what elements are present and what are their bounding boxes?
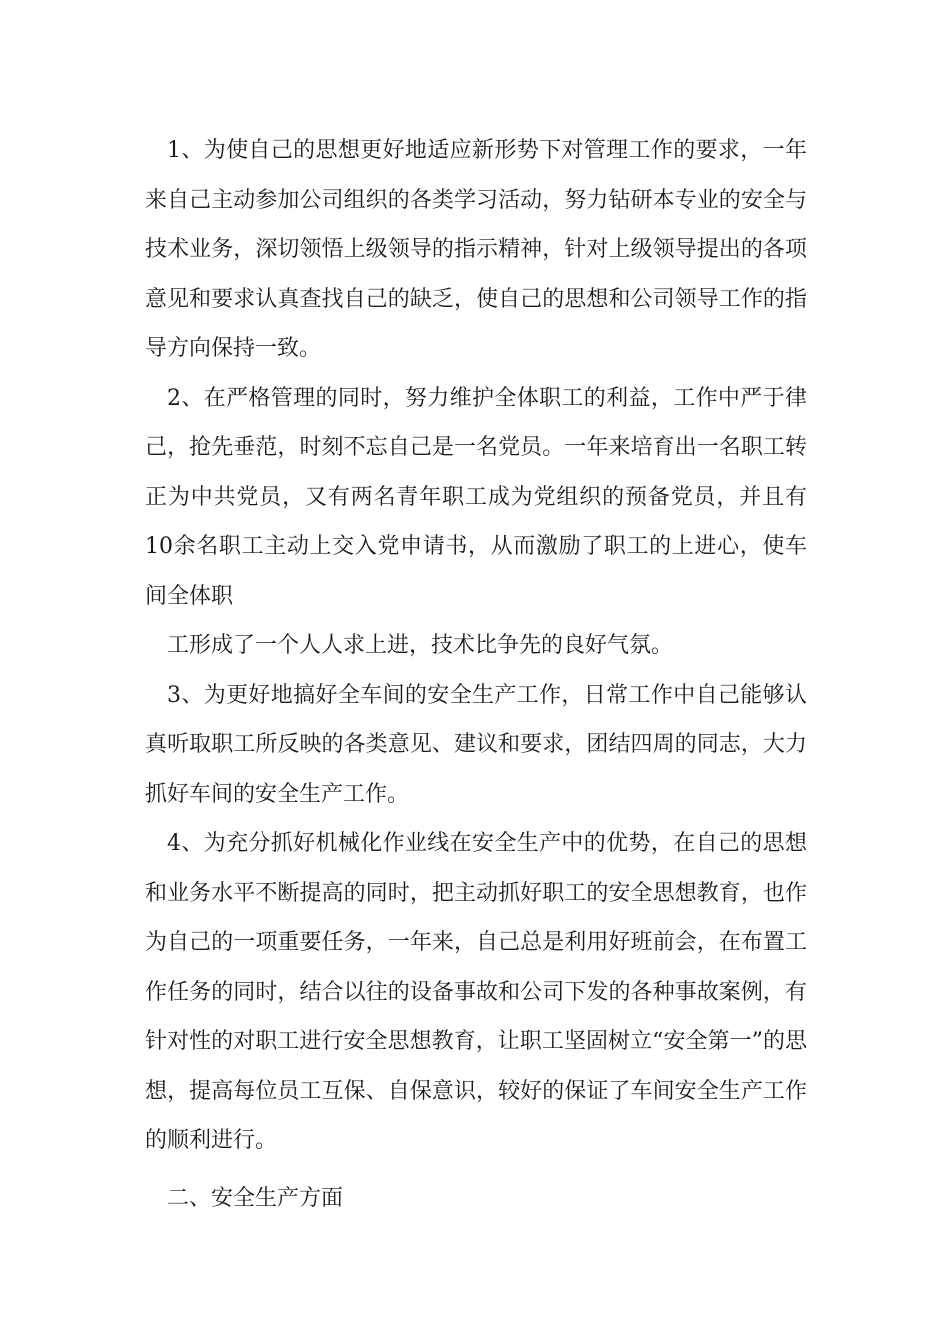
- paragraph-2: 2、在严格管理的同时，努力维护全体职工的利益，工作中严于律己，抢先垂范，时刻不忘自己是一名党员。一年来培育出一名职工转正为中共党员，又有两名青年职工成为党组织的预备党员，并且有10余名职工主动上交入党申请书，从而激励了职工的上进心，使车间全体职: [145, 385, 807, 609]
- paragraph-2-continued: 工形成了一个人人求上进，技术比争先的良好气氛。: [167, 633, 674, 658]
- paragraph-1: 1、为使自己的思想更好地适应新形势下对管理工作的要求，一年来自己主动参加公司组织的各类学习活动，努力钻研本专业的安全与技术业务，深切领悟上级领导的指示精神，针对上级领导提出的各项意见和要求认真查找自己的缺乏，使自己的思想和公司领导工作的指导方向保持一致。: [145, 138, 807, 361]
- section-heading: 二、安全生产方面: [167, 1185, 344, 1211]
- document-page: [145, 126, 807, 1223]
- paragraph-4: 4、为充分抓好机械化作业线在安全生产中的优势，在自己的思想和业务水平不断提高的同时，把主动抓好职工的安全思想教育，也作为自己的一项重要任务，一年来，自己总是利用好班前会，在布置工作任务的同时，结合以往的设备事故和公司下发的各种事故案例，有针对性的对职工进行安全思想教育，让职工坚固树立“安全第一”的思想，提高每位员工互保、自保意识，较好的保证了车间安全生产工作的顺利进行。: [145, 831, 807, 1153]
- paragraph-3: 3、为更好地搞好全车间的安全生产工作，日常工作中自己能够认真听取职工所反映的各类意见、建议和要求，团结四周的同志，大力抓好车间的安全生产工作。: [145, 682, 807, 807]
